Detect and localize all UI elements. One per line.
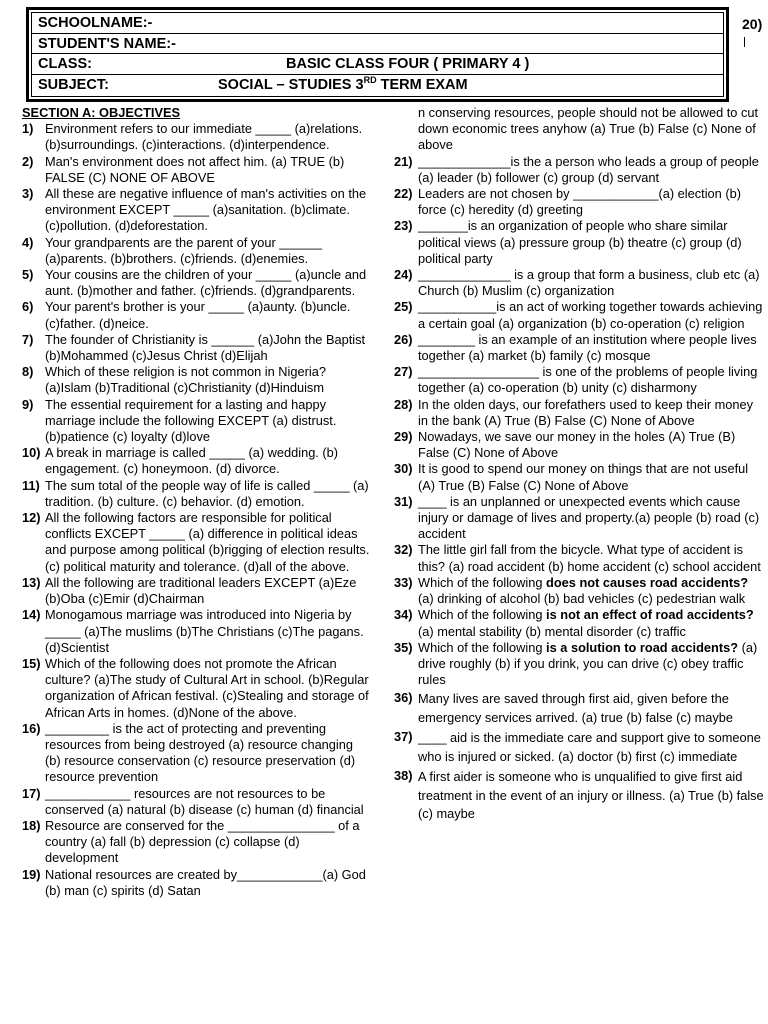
right-column bbox=[394, 105, 766, 824]
question-text: The founder of Christianity is ______ (a)John the Baptist (b)Mohammed (c)Jesus Christ (d)Elijah bbox=[45, 331, 366, 364]
question-item bbox=[394, 154, 766, 186]
question-item bbox=[394, 542, 766, 574]
question-number: 11) bbox=[22, 477, 40, 493]
class-row bbox=[32, 54, 723, 75]
class-label: CLASS: bbox=[38, 56, 92, 72]
question-number: 35) bbox=[394, 639, 413, 655]
question-number: 13) bbox=[22, 574, 41, 590]
question-text: Leaders are not chosen by ____________(a) election (b) force (c) heredity (d) greeting bbox=[418, 186, 741, 218]
question-number: 15) bbox=[22, 655, 41, 671]
question-20-number: 20) bbox=[742, 16, 763, 32]
question-number: 28) bbox=[394, 396, 413, 412]
question-item bbox=[394, 640, 766, 689]
student-name-row bbox=[32, 34, 723, 55]
question-text: A break in marriage is called _____ (a) wedding. (b) engagement. (c) honeymoon. (d) divorce. bbox=[45, 445, 339, 477]
subject-label: SUBJECT: bbox=[38, 76, 109, 93]
question-item bbox=[394, 397, 766, 429]
class-value: BASIC CLASS FOUR ( PRIMARY 4 ) bbox=[286, 56, 530, 72]
question-number: 4) bbox=[22, 234, 34, 250]
question-item bbox=[394, 729, 766, 766]
question-text: Your parent's brother is your _____ (a)aunty. (b)uncle. (c)father. (d)neice. bbox=[45, 299, 351, 331]
question-item bbox=[22, 267, 372, 299]
subject-value: SOCIAL – STUDIES 3RD TERM EXAM bbox=[218, 74, 468, 93]
question-number: 33) bbox=[394, 574, 413, 590]
question-text: ____________ resources are not resources to be conserved (a) natural (b) disease (c) human (d) financial bbox=[45, 785, 364, 817]
question-item bbox=[22, 299, 372, 331]
question-item bbox=[394, 768, 766, 824]
question-number: 38) bbox=[394, 768, 413, 784]
question-number: 32) bbox=[394, 542, 413, 558]
question-number: 19) bbox=[22, 866, 41, 882]
question-item bbox=[394, 332, 766, 364]
section-title: SECTION A: OBJECTIVES bbox=[22, 105, 181, 120]
header-table bbox=[31, 12, 724, 97]
question-text: Which of the following is not an effect of road accidents? (a) mental stability (b) mental disorder (c) traffic bbox=[418, 607, 754, 639]
question-item bbox=[22, 154, 372, 186]
question-item bbox=[22, 786, 372, 818]
question-number: 24) bbox=[394, 267, 413, 283]
question-number: 7) bbox=[22, 331, 34, 347]
question-text: Resource are conserved for the _______________ of a country (a) fall (b) depression (c) collapse (d) development bbox=[45, 817, 360, 866]
question-text: Monogamous marriage was introduced into Nigeria by _____ (a)The muslims (b)The Christians (c)The pagans. (d)Scientist bbox=[45, 607, 364, 655]
question-item bbox=[22, 364, 372, 396]
question-item bbox=[22, 607, 372, 656]
question-item bbox=[394, 607, 766, 639]
subject-row bbox=[32, 75, 723, 96]
question-number: 5) bbox=[22, 267, 34, 283]
question-text: It is good to spend our money on things that are not useful (A) True (B) False (C) None of Above bbox=[418, 461, 749, 493]
right-question-list bbox=[394, 154, 766, 824]
question-number: 10) bbox=[22, 445, 41, 461]
left-question-list bbox=[22, 121, 372, 899]
question-number: 27) bbox=[394, 364, 413, 380]
question-item bbox=[22, 235, 372, 267]
question-text: Many lives are saved through first aid, given before the emergency services arrived. (a) true (b) false (c) maybe bbox=[418, 691, 734, 725]
question-number: 36) bbox=[394, 690, 413, 706]
question-number: 29) bbox=[394, 429, 413, 445]
question-item bbox=[394, 429, 766, 461]
question-text: ________ is an example of an institution where people lives together (a) market (b) family (c) mosque bbox=[418, 331, 757, 364]
question-number: 31) bbox=[394, 493, 413, 509]
question-text: The essential requirement for a lasting and happy marriage include the following EXCEPT (a) distrust. (b)patience (c) loyalty (d)love bbox=[45, 396, 337, 445]
question-text: _____________is the a person who leads a group of people (a) leader (b) follower (c) group (d) servant bbox=[418, 153, 759, 185]
question-item bbox=[394, 218, 766, 267]
question-item bbox=[22, 656, 372, 721]
question-number: 22) bbox=[394, 186, 413, 202]
question-number: 3) bbox=[22, 186, 34, 202]
question-text: Man's environment does not affect him. (a) TRUE (b) FALSE (C) NONE OF ABOVE bbox=[45, 153, 345, 185]
question-number: 2) bbox=[22, 153, 34, 169]
question-item bbox=[394, 461, 766, 493]
margin-mark bbox=[744, 37, 745, 47]
student-name-label: STUDENT'S NAME:- bbox=[38, 35, 176, 52]
header-box bbox=[26, 7, 729, 102]
question-item bbox=[394, 690, 766, 727]
question-text: Your cousins are the children of your _____ (a)uncle and aunt. (b)mother and father. (c)friends. (d)grandparents. bbox=[45, 267, 367, 299]
question-item bbox=[22, 818, 372, 867]
question-item bbox=[22, 478, 372, 510]
question-text: ____ is an unplanned or unexpected events which cause injury or damage of lives and property.(a) people (b) road (c) accident bbox=[418, 493, 760, 542]
question-text: Which of the following is a solution to road accidents? (a) drive roughly (b) if you drink, you can drive (c) obey traffic rules bbox=[418, 639, 758, 688]
question-number: 14) bbox=[22, 607, 41, 623]
question-text: The sum total of the people way of life is called _____ (a) tradition. (b) culture. (c) behavior. (d) emotion. bbox=[45, 477, 369, 509]
question-text: _________ is the act of protecting and preventing resources from being destroyed (a) resource changing (b) resource conservation (c) resource preservation (d) resource prevention bbox=[45, 720, 356, 785]
question-text: Which of the following does not promote the African culture? (a)The study of Cultural Art in school. (b)Regular organization of African festival. (c)Stealing and storage of African Arts in homes. (d)None of the above. bbox=[45, 655, 369, 720]
question-item bbox=[394, 575, 766, 607]
question-item bbox=[394, 267, 766, 299]
question-text: _________________ is one of the problems of people living together (a) co-operation (b) unity (c) disharmony bbox=[418, 364, 758, 396]
school-name-row bbox=[32, 13, 723, 34]
question-text: Environment refers to our immediate _____ (a)relations. (b)surroundings. (c)interactions. (d)interpendence. bbox=[45, 121, 363, 153]
question-text: Which of these religion is not common in Nigeria? (a)Islam (b)Traditional (c)Christianity (d)Hinduism bbox=[45, 364, 326, 396]
question-item bbox=[394, 494, 766, 543]
question-item bbox=[22, 575, 372, 607]
question-number: 12) bbox=[22, 510, 41, 526]
question-number: 34) bbox=[394, 607, 413, 623]
question-text: ____ aid is the immediate care and support give to someone who is injured or sicked. (a) doctor (b) first (c) immediate bbox=[418, 730, 761, 764]
question-item bbox=[22, 332, 372, 364]
question-item bbox=[394, 364, 766, 396]
question-20-text: n conserving resources, people should not be allowed to cut down economic trees anyhow (a) True (b) False (c) None of above bbox=[418, 105, 759, 153]
left-column bbox=[22, 105, 372, 899]
question-number: 1) bbox=[22, 121, 34, 137]
question-text: _____________ is a group that form a business, club etc (a) Church (b) Muslim (c) organization bbox=[418, 267, 760, 299]
question-text: All these are negative influence of man's activities on the environment EXCEPT _____ (a)sanitation. (b)climate. (c)pollution. (d)deforestation. bbox=[45, 186, 367, 234]
question-item bbox=[22, 445, 372, 477]
question-text: National resources are created by____________(a) God (b) man (c) spirits (d) Satan bbox=[45, 866, 366, 898]
question-number: 25) bbox=[394, 299, 413, 315]
question-text: ___________is an act of working together towards achieving a certain goal (a) organization (b) co-operation (c) religion bbox=[418, 299, 763, 331]
question-text: A first aider is someone who is unqualified to give first aid treatment in the event of an injury or illness. (a) True (b) false (c) maybe bbox=[418, 769, 764, 822]
question-item bbox=[22, 867, 372, 899]
question-text: The little girl fall from the bicycle. What type of accident is this? (a) road accident (b) home accident (c) school accident bbox=[418, 542, 761, 574]
question-number: 16) bbox=[22, 720, 41, 736]
question-number: 26) bbox=[394, 331, 413, 347]
question-number: 23) bbox=[394, 218, 413, 234]
question-item bbox=[22, 397, 372, 446]
question-number: 37) bbox=[394, 729, 413, 745]
question-item bbox=[22, 510, 372, 575]
question-text: Your grandparents are the parent of your ______ (a)parents. (b)brothers. (c)friends. (d)enemies. bbox=[45, 234, 322, 266]
question-number: 30) bbox=[394, 461, 413, 477]
question-number: 17) bbox=[22, 785, 41, 801]
question-text: In the olden days, our forefathers used to keep their money in the bank (A) True (B) False (C) None of Above bbox=[418, 396, 754, 428]
question-number: 9) bbox=[22, 396, 34, 412]
school-name-label: SCHOOLNAME:- bbox=[38, 15, 153, 31]
question-number: 21) bbox=[394, 153, 413, 169]
question-number: 6) bbox=[22, 299, 34, 315]
question-item bbox=[22, 121, 372, 153]
question-item bbox=[22, 721, 372, 786]
question-number: 8) bbox=[22, 364, 34, 380]
question-text: All the following factors are responsible for political conflicts EXCEPT _____ (a) difference in political ideas and purpose among political (b)rigging of election results. (c) political maturity and tolerance. (d)all of the above. bbox=[45, 510, 370, 574]
question-item bbox=[394, 186, 766, 218]
question-item bbox=[394, 299, 766, 331]
question-text: _______is an organization of people who share similar political views (a) pressure group (b) theatre (c) group (d) political party bbox=[418, 218, 742, 266]
question-text: Which of the following does not causes road accidents? (a) drinking of alcohol (b) bad vehicles (c) pedestrian walk bbox=[418, 574, 749, 607]
question-item bbox=[22, 186, 372, 235]
question-number: 18) bbox=[22, 817, 41, 833]
question-text: Nowadays, we save our money in the holes (A) True (B) False (C) None of Above bbox=[418, 429, 736, 461]
question-text: All the following are traditional leaders EXCEPT (a)Eze (b)Oba (c)Emir (d)Chairman bbox=[45, 574, 357, 607]
